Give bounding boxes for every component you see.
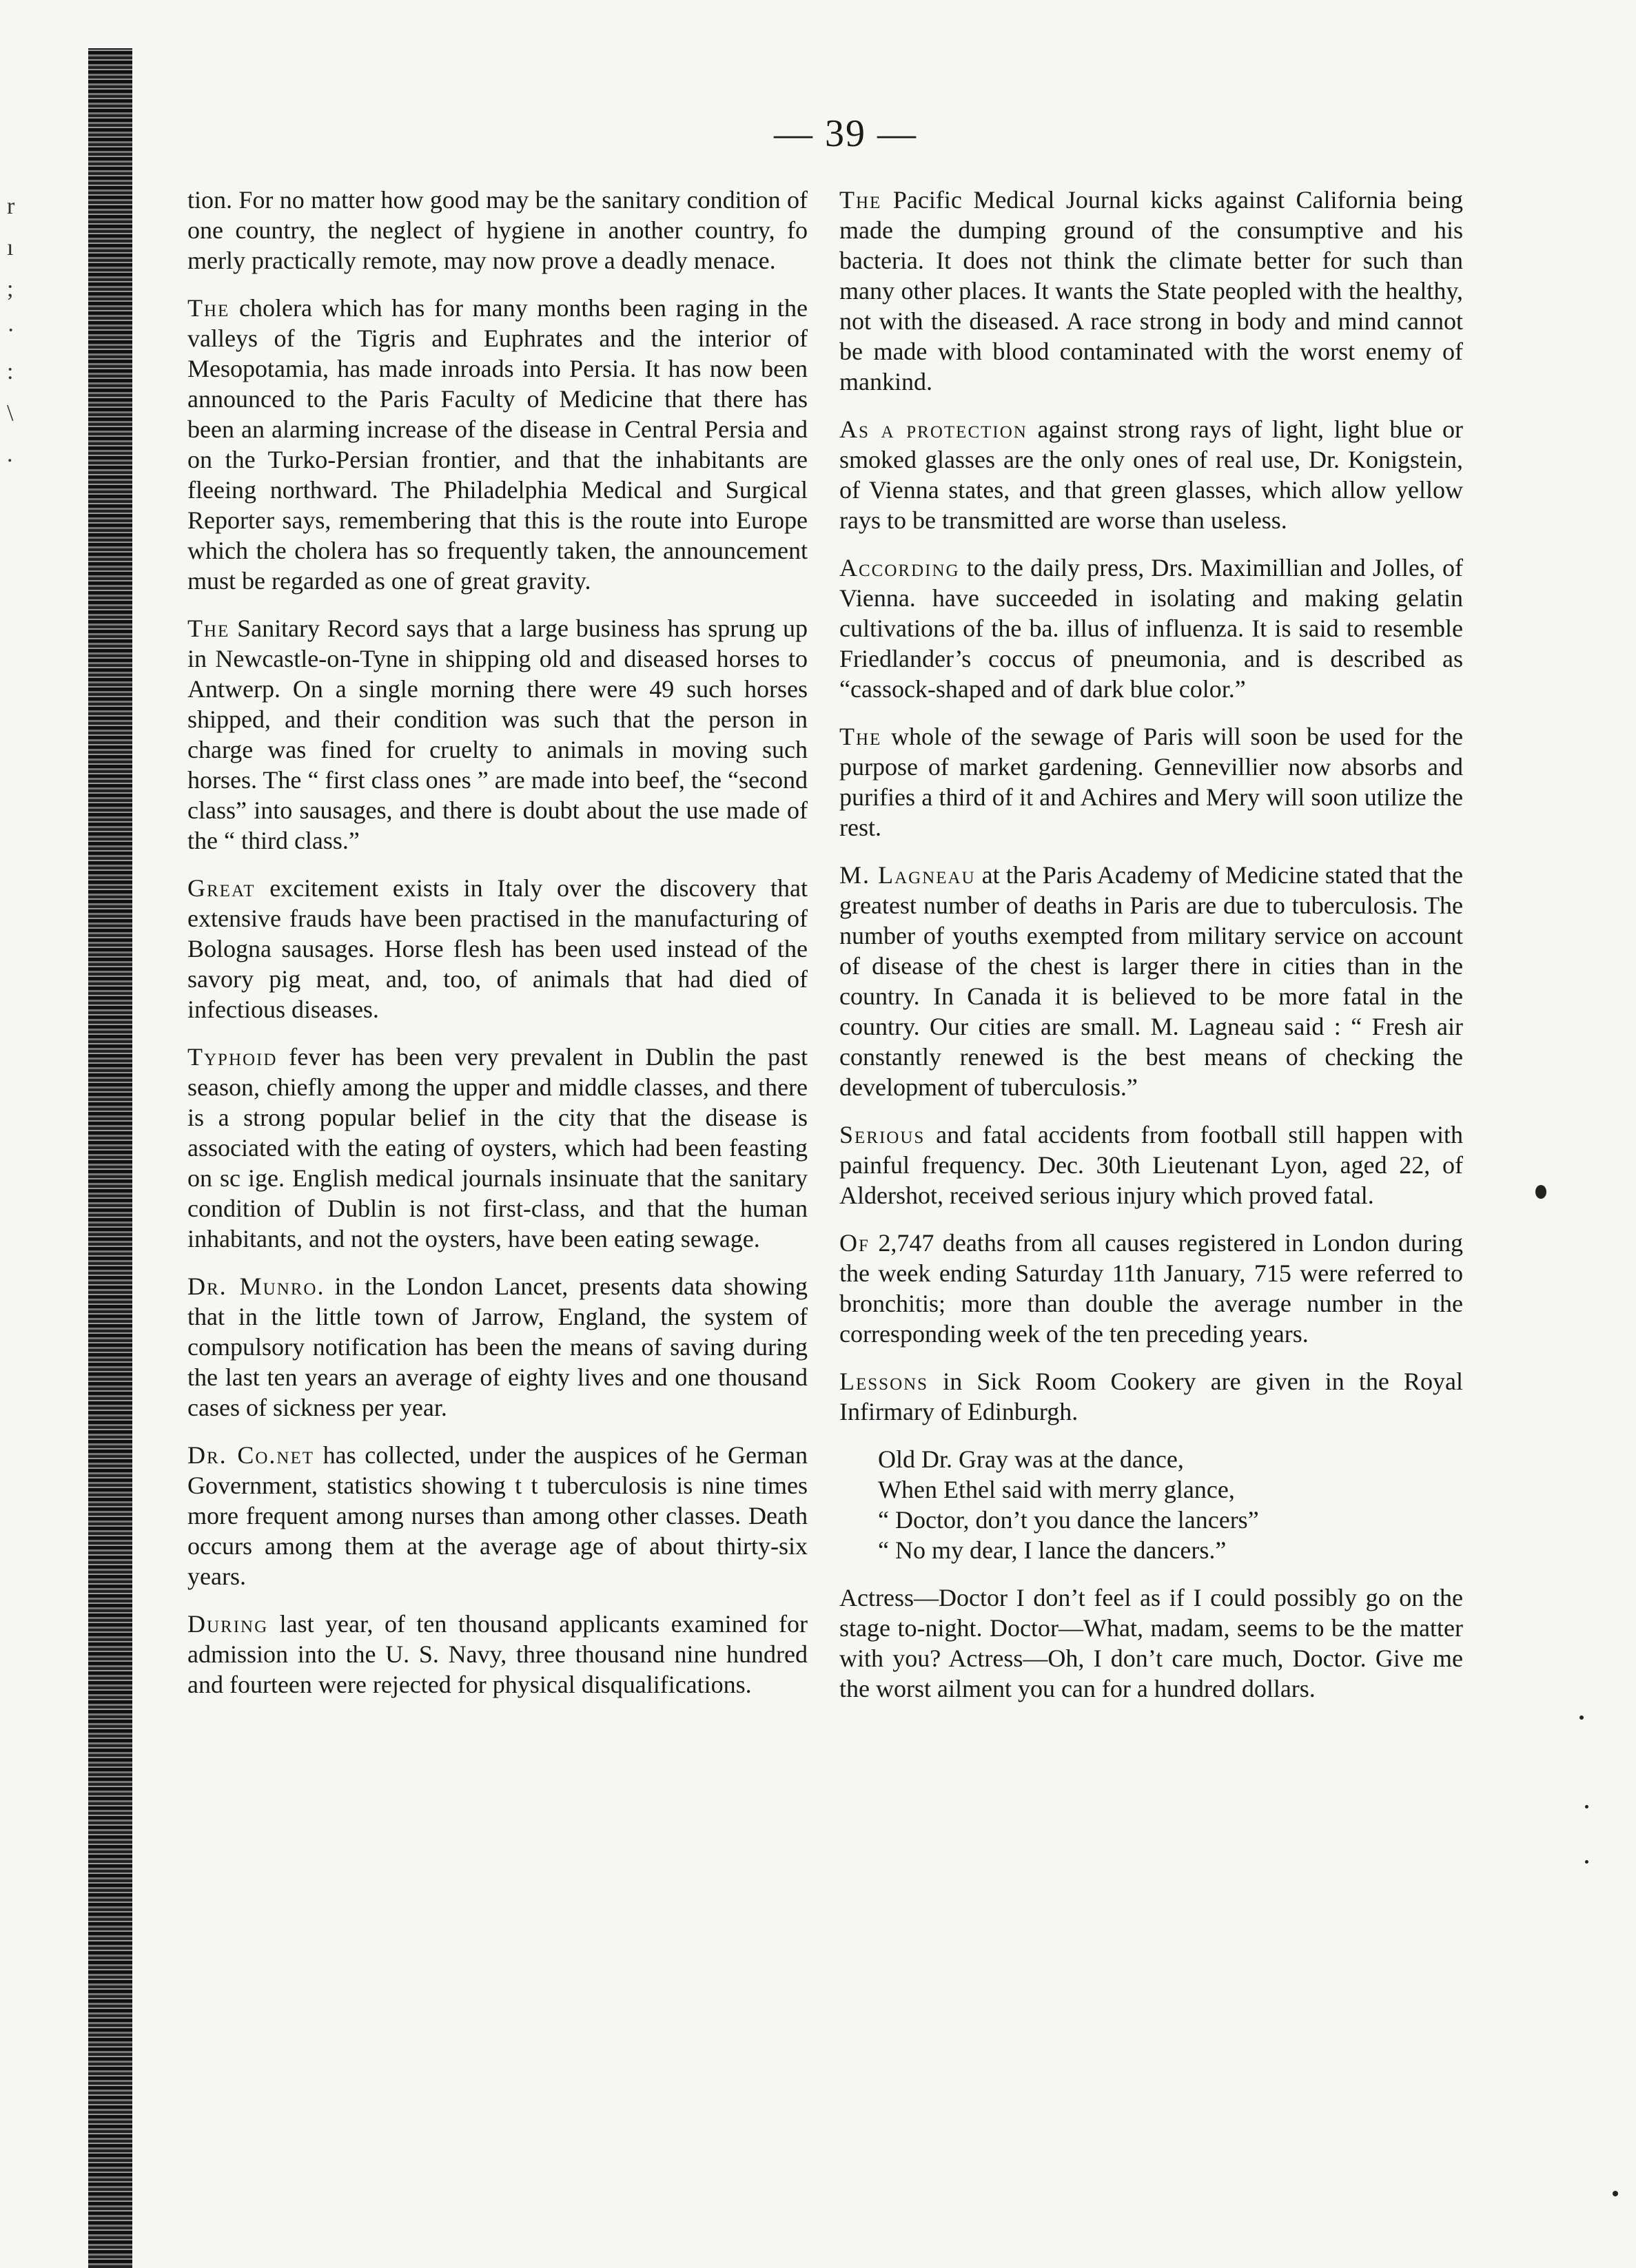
verse-line: “ Doctor, don’t you dance the lancers” bbox=[878, 1506, 1259, 1534]
paragraph-text: cholera which has for many months been raging in the valleys of the Tigris and Euphrates and the interior of Mesopotamia, has made inroads into Persia. It has now been announced to the Paris Faculty of Medicine that there has been an alarming increase of the disease in Central Persia and on the Turko-Persian frontier, and that the inhabitants are fleeing northward. The Philadelphia Medical and Surgical Reporter says, remembering that this is the route into Europe which the cholera has so frequently taken, the announcement must be regarded as one of great gravity. bbox=[187, 294, 808, 595]
ink-speck bbox=[1579, 1715, 1584, 1720]
page-number: — 39 — bbox=[774, 112, 917, 155]
paragraph-lead: The bbox=[839, 186, 882, 214]
paragraph-lead: As a protection bbox=[839, 415, 1027, 443]
article-paragraph bbox=[187, 1609, 808, 1700]
paragraph-text: 2,747 deaths from all causes registered in London during the week ending Saturday 11th January, 715 were referred to bronchitis; more than double the average number in the corresponding week of the ten preceding years. bbox=[839, 1229, 1463, 1348]
margin-mark: \ bbox=[7, 400, 14, 426]
article-paragraph bbox=[839, 1366, 1463, 1427]
verse-line: “ No my dear, I lance the dancers.” bbox=[878, 1536, 1227, 1564]
verse-line: Old Dr. Gray was at the dance, bbox=[878, 1445, 1184, 1473]
ink-speck bbox=[1535, 1185, 1546, 1199]
paragraph-lead: The bbox=[187, 294, 230, 322]
article-paragraph bbox=[187, 293, 808, 596]
paragraph-lead: Dr. Co.net bbox=[187, 1441, 314, 1469]
paragraph-text: has collected, under the auspices of he German Government, statistics showing t t tuberculosis is nine times more frequent among nurses than among other classes. Death occurs among them at the average age of about thirty-six years. bbox=[187, 1441, 808, 1590]
paragraph-text: Sanitary Record says that a large business has sprung up in Newcastle-on-Tyne in shipping old and diseased horses to Antwerp. On a single morning there were 49 such horses shipped, and their condition was such that the person in charge was fined for cruelty to animals in moving such horses. The “ first class ones ” are made into beef, the “second class” into sausages, and there is doubt about the use made of the “ third class.” bbox=[187, 615, 808, 854]
paragraph-lead: Serious bbox=[839, 1121, 926, 1148]
paragraph-lead: Dr. Munro bbox=[187, 1272, 318, 1300]
article-paragraph bbox=[839, 1120, 1463, 1210]
article-paragraph bbox=[187, 873, 808, 1024]
paragraph-text: tion. For no matter how good may be the sanitary condition of one country, the neglect of hygiene in another country, fo merly practically remote, may now prove a deadly menace. bbox=[187, 186, 808, 274]
paragraph-text: in Sick Room Cookery are given in the Royal Infirmary of Edinburgh. bbox=[839, 1368, 1463, 1425]
article-paragraph bbox=[187, 1440, 808, 1591]
article-paragraph bbox=[839, 414, 1463, 535]
paragraph-lead: Great bbox=[187, 874, 256, 902]
ink-speck bbox=[1613, 2191, 1618, 2196]
margin-marks bbox=[7, 186, 14, 475]
paragraph-text: whole of the sewage of Paris will soon be used for the purpose of market gardening. Gennevillier now absorbs and purifies a third of it and Achires and Mery will soon utilize the rest. bbox=[839, 723, 1463, 841]
paragraph-text: last year, of ten thousand applicants examined for admission into the U. S. Navy, three thousand nine hundred and fourteen were rejected for physical disqualifications. bbox=[187, 1610, 808, 1698]
paragraph-lead: Lessons bbox=[839, 1368, 929, 1395]
paragraph-lead: The bbox=[839, 723, 882, 750]
ink-speck bbox=[1585, 1860, 1588, 1864]
paragraph-text: excitement exists in Italy over the discovery that extensive frauds have been practised in the manufacturing of Bologna sausages. Horse flesh has been used instead of the savory pig meat, and, too, of animals that had died of infectious diseases. bbox=[187, 874, 808, 1023]
ink-speck bbox=[1585, 1805, 1588, 1808]
paragraph-text: fever has been very prevalent in Dublin the past season, chiefly among the upper and middle classes, and there is a strong popular belief in the city that the disease is associated with the eating of oysters, which had been feasting on sc ige. English medical journals insinuate that the sanitary condition of Dublin is not first-class, and that the human inhabitants, and not the oysters, have been eating sewage. bbox=[187, 1043, 808, 1252]
article-paragraph bbox=[187, 1042, 808, 1254]
paragraph-lead: The bbox=[187, 615, 230, 642]
paragraph-text: at the Paris Academy of Medicine stated that the greatest number of deaths in Paris are due to tuberculosis. The number of youths exempted from military service on account of disease of the chest is larger there in cities than in the country. In Canada it is believed to be more fatal in the country. Our cities are small. M. Lagneau said : “ Fresh air constantly renewed is the best means of checking the development of tuberculosis.” bbox=[839, 861, 1463, 1101]
paragraph-lead: According bbox=[839, 554, 960, 581]
paragraph-lead: M. Lagneau bbox=[839, 861, 976, 889]
article-paragraph bbox=[839, 1228, 1463, 1349]
article-paragraph bbox=[187, 613, 808, 856]
margin-mark: r bbox=[7, 194, 15, 219]
margin-mark: : bbox=[7, 359, 14, 384]
paragraph-text: against strong rays of light, light blue or smoked glasses are the only ones of real use, Dr. Konigstein, of Vienna states, and that green glasses, which allow yellow rays to be transmitted are worse than useless. bbox=[839, 415, 1463, 534]
paragraph-text: and fatal accidents from football still happen with painful frequency. Dec. 30th Lieutenant Lyon, aged 22, of Aldershot, received serious injury which proved fatal. bbox=[839, 1121, 1463, 1209]
article-paragraph bbox=[187, 185, 808, 276]
margin-mark: ; bbox=[7, 276, 14, 302]
paragraph-lead: Of bbox=[839, 1229, 870, 1257]
verse bbox=[878, 1444, 1463, 1565]
margin-mark: · bbox=[7, 318, 15, 343]
margin-mark: ı bbox=[7, 235, 14, 260]
article-paragraph bbox=[839, 860, 1463, 1102]
closing-paragraph: Actress—Doctor I don’t feel as if I could possibly go on the stage to-night. Doctor—What, madam, seems to be the matter with you? Actress—Oh, I don’t care much, Doctor. Give me the worst ailment you can for a hundred dollars. bbox=[839, 1584, 1463, 1702]
page-binding-edge bbox=[88, 48, 132, 2268]
left-column bbox=[187, 185, 808, 1717]
article-paragraph bbox=[839, 721, 1463, 843]
paragraph-lead: Typhoid bbox=[187, 1043, 278, 1071]
margin-mark: . bbox=[7, 442, 13, 467]
paragraph-lead: During bbox=[187, 1610, 269, 1638]
right-column bbox=[839, 185, 1463, 1721]
article-paragraph bbox=[839, 185, 1463, 397]
paragraph-text: . in the London Lancet, presents data showing that in the little town of Jarrow, England, the system of compulsory notification has been the means of saving during the last ten years an average of eighty lives and one thousand cases of sickness per year. bbox=[187, 1272, 808, 1421]
verse-line: When Ethel said with merry glance, bbox=[878, 1476, 1235, 1503]
paragraph-text: to the daily press, Drs. Maximillian and Jolles, of Vienna. have succeeded in isolating and making gelatin cultivations of the ba. illus of influenza. It is said to resemble Friedlander’s coccus of pneumonia, and is described as “cassock-shaped and of dark blue color.” bbox=[839, 554, 1463, 703]
article-paragraph bbox=[839, 553, 1463, 704]
article-paragraph bbox=[187, 1271, 808, 1423]
paragraph-text: Pacific Medical Journal kicks against California being made the dumping ground of the consumptive and his bacteria. It does not think the climate better for such than many other places. It wants the State peopled with the healthy, not with the diseased. A race strong in body and mind cannot be made with blood contaminated with the worst enemy of mankind. bbox=[839, 186, 1463, 395]
